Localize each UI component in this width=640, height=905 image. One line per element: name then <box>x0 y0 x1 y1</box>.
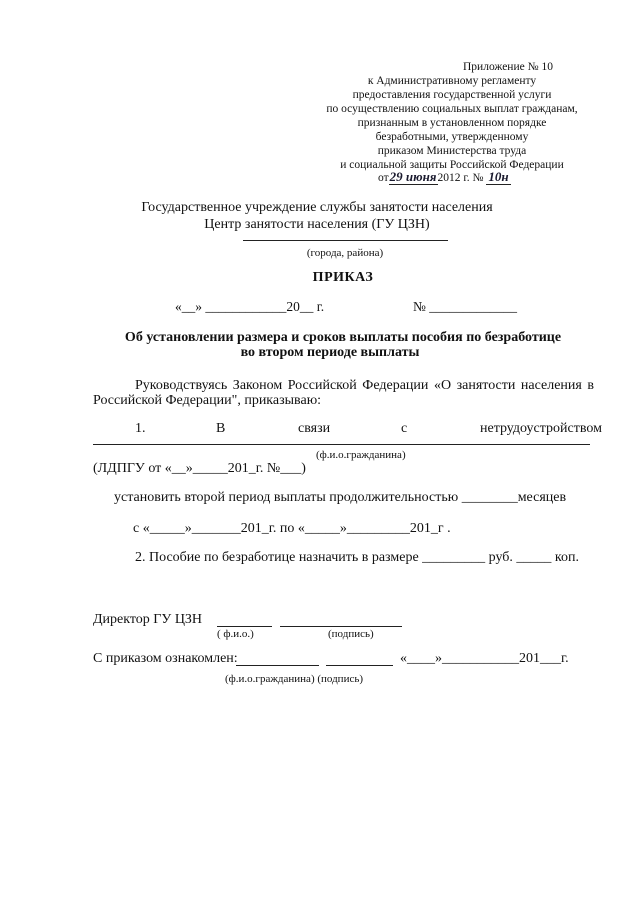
period-line: установить второй период выплаты продолжительностью ________месяцев <box>114 490 567 505</box>
order-title: ПРИКАЗ <box>312 270 374 285</box>
item2-line: 2. Пособие по безработице назначить в размере _________ руб. _____ коп. <box>135 550 580 565</box>
citizen-name-underline <box>93 444 590 445</box>
appendix-line: признанным в установленном порядке <box>357 117 547 129</box>
ack-label: С приказом ознакомлен: <box>93 651 238 666</box>
intro-line2: Российской Федерации", приказываю: <box>93 393 322 408</box>
appendix-line: по осуществлению социальных выплат гражданам, <box>326 103 578 115</box>
order-subject-line1: Об установлении размера и сроков выплаты пособия по безработице <box>124 330 562 345</box>
item1-word: с <box>401 421 408 436</box>
appendix-date-line <box>378 170 511 185</box>
city-caption: (города, района) <box>306 247 384 259</box>
director-fio-caption: ( ф.и.о.) <box>217 628 254 640</box>
director-sign-underline <box>280 626 402 627</box>
appendix-line: безработными, утвержденному <box>375 131 529 143</box>
appendix-line: и социальной защиты Российской Федерации <box>340 159 564 171</box>
ack-sign-underline <box>326 665 393 666</box>
ack-fio-underline <box>236 665 319 666</box>
handwritten-date: 29 июня <box>389 169 437 184</box>
ack-date: «____»___________201___г. <box>400 651 569 666</box>
appendix-line: приказом Министерства труда <box>377 145 527 157</box>
appendix-line: предоставления государственной услуги <box>352 89 552 101</box>
date-prefix: от <box>378 172 389 184</box>
org-name-line2: Центр занятости населения (ГУ ЦЗН) <box>204 217 430 232</box>
item1-word: В <box>216 421 226 436</box>
order-date-field: «__» ____________20__ г. <box>175 299 325 314</box>
director-label: Директор ГУ ЦЗН <box>93 612 203 627</box>
ldpgu-line: (ЛДПГУ от «__»_____201_г. №___) <box>93 461 306 476</box>
date-year: 2012 г. № <box>437 172 484 184</box>
order-subject-line2: во втором периоде выплаты <box>240 345 420 360</box>
item1-word: связи <box>298 421 331 436</box>
handwritten-number: 10н <box>488 169 509 184</box>
dates-line: с «_____»_______201_г. по «_____»_________201_г . <box>133 521 451 536</box>
intro-line1: Руководствуясь Законом Российской Федерации «О занятости населения в <box>135 378 594 393</box>
appendix-line: к Административному регламенту <box>367 75 537 87</box>
order-number-field: № _____________ <box>413 299 518 314</box>
citizen-caption: (ф.и.о.гражданина) <box>316 449 406 461</box>
appendix-title: Приложение № 10 <box>463 61 553 73</box>
org-name-line1: Государственное учреждение службы занятости населения <box>141 200 493 215</box>
director-sign-caption: (подпись) <box>328 628 374 640</box>
ack-caption: (ф.и.о.гражданина) (подпись) <box>225 673 364 685</box>
city-underline <box>243 240 448 241</box>
director-fio-underline <box>217 626 272 627</box>
item1-number: 1. <box>135 421 146 436</box>
item1-word: нетрудоустройством <box>480 421 602 436</box>
